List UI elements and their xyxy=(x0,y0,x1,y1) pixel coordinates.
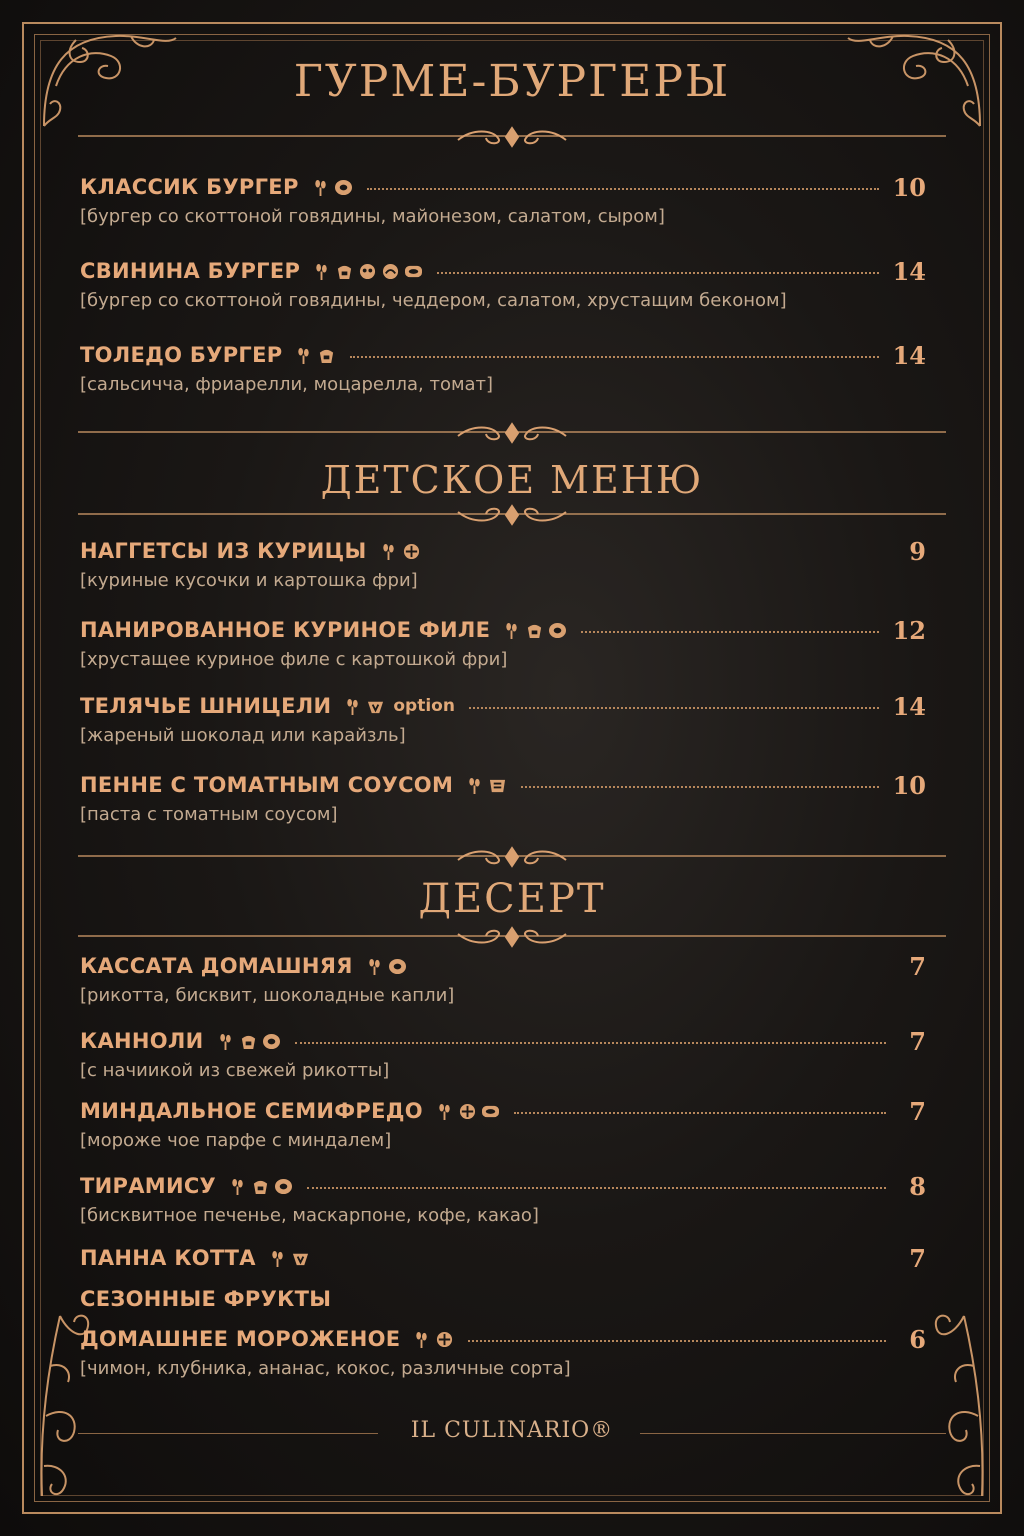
nut-icon xyxy=(435,1331,454,1348)
divider-flourish xyxy=(78,926,946,948)
milk-icon xyxy=(335,263,354,280)
item-price: 6 xyxy=(909,1324,926,1354)
menu-item xyxy=(80,615,926,670)
celery-icon xyxy=(381,263,400,280)
item-price: 14 xyxy=(892,691,926,721)
egg-icon xyxy=(548,622,567,639)
item-name: СВИНИНА БУРГЕР xyxy=(80,259,301,283)
wheat-icon xyxy=(412,1331,431,1348)
item-price: 14 xyxy=(892,256,926,286)
section-title-dessert: ДЕСЕРТ xyxy=(418,876,606,922)
milk-icon xyxy=(251,1178,270,1195)
wheat-icon xyxy=(465,777,484,794)
dotted-leader xyxy=(468,1340,886,1342)
item-price: 10 xyxy=(892,770,926,800)
menu-item xyxy=(80,1284,926,1314)
nut-icon xyxy=(458,1103,477,1120)
dotted-leader xyxy=(307,1187,886,1189)
wheat-icon xyxy=(379,543,398,560)
item-name: КАССАТА ДОМАШНЯЯ xyxy=(80,954,353,978)
milk-icon xyxy=(525,622,544,639)
wheat-icon xyxy=(502,622,521,639)
item-description: [бургер со скоттоной говядины, майонезом, салатом, сыром] xyxy=(80,206,665,227)
item-description: [чимон, клубника, ананас, кокос, различные сорта] xyxy=(80,1358,571,1379)
menu-item xyxy=(80,951,926,1006)
item-price: 8 xyxy=(909,1171,926,1201)
section-title-kids: ДЕТСКОЕ МЕНЮ xyxy=(320,458,704,502)
dotted-leader xyxy=(521,786,878,788)
divider-flourish xyxy=(78,504,946,526)
section-title-burgers: ГУРМЕ-БУРГЕРЫ xyxy=(293,56,731,107)
item-description: [хрустащее куриное филе с картошкой фри] xyxy=(80,649,508,670)
shellfish-icon xyxy=(366,698,385,715)
dotted-leader xyxy=(367,188,879,190)
divider-flourish xyxy=(78,846,946,868)
dotted-leader xyxy=(581,631,878,633)
item-price: 9 xyxy=(909,536,926,566)
milk-icon xyxy=(317,347,336,364)
menu-item xyxy=(80,536,926,591)
menu-item xyxy=(80,691,926,746)
divider-flourish xyxy=(78,126,946,148)
item-name: ДОМАШНЕЕ МОРОЖЕНОЕ xyxy=(80,1327,401,1351)
item-name: ПЕННЕ С ТОМАТНЫМ СОУСОМ xyxy=(80,773,454,797)
wheat-icon xyxy=(435,1103,454,1120)
menu-item xyxy=(80,1171,926,1226)
item-name: КЛАССИК БУРГЕР xyxy=(80,175,299,199)
dotted-leader xyxy=(469,707,879,709)
wheat-icon xyxy=(343,698,362,715)
item-description: [бисквитное печенье, маскарпоне, кофе, какао] xyxy=(80,1205,539,1226)
item-name: ТИРАМИСУ xyxy=(80,1174,217,1198)
wheat-icon xyxy=(311,179,330,196)
sesame-icon xyxy=(404,263,423,280)
item-description: [бургер со скоттоной говядины, чеддером, салатом, хрустащим беконом] xyxy=(80,290,787,311)
dotted-leader xyxy=(295,1042,886,1044)
item-description: [мороже чое парфе с миндалем] xyxy=(80,1130,392,1151)
item-name: ПАНИРОВАННОЕ КУРИНОЕ ФИЛЕ xyxy=(80,618,491,642)
menu-item xyxy=(80,1026,926,1081)
menu-item xyxy=(80,172,926,227)
item-name: НАГГЕТСЫ ИЗ КУРИЦЫ xyxy=(80,539,367,563)
wheat-icon xyxy=(365,958,384,975)
milk-icon xyxy=(239,1033,258,1050)
menu-item xyxy=(80,340,926,395)
item-description: [сальсичча, фриарелли, моцарелла, томат] xyxy=(80,374,494,395)
item-price: 7 xyxy=(909,1026,926,1056)
egg-icon xyxy=(274,1178,293,1195)
item-description: [куриные кусочки и картошка фри] xyxy=(80,570,418,591)
item-description: [рикотта, бисквит, шоколадные капли] xyxy=(80,985,455,1006)
corner-ornament-icon xyxy=(924,1296,994,1506)
nut-icon xyxy=(402,543,421,560)
egg-icon xyxy=(334,179,353,196)
menu-item xyxy=(80,770,926,825)
item-name: МИНДАЛЬНОЕ СЕМИФРЕДО xyxy=(80,1099,423,1123)
dotted-leader xyxy=(514,1112,886,1114)
wheat-icon xyxy=(268,1250,287,1267)
item-name: ТЕЛЯЧЬЕ ШНИЦЕЛИ xyxy=(80,694,332,718)
wheat-icon xyxy=(228,1178,247,1195)
sesame-icon xyxy=(481,1103,500,1120)
menu-item xyxy=(80,1243,926,1273)
shellfish-icon xyxy=(291,1250,310,1267)
item-price: 7 xyxy=(909,1096,926,1126)
item-name: КАННОЛИ xyxy=(80,1029,204,1053)
dotted-leader xyxy=(437,272,878,274)
divider-flourish xyxy=(78,422,946,444)
wheat-icon xyxy=(294,347,313,364)
item-price: 7 xyxy=(909,951,926,981)
item-price: 12 xyxy=(892,615,926,645)
item-name: СЕЗОННЫЕ ФРУКТЫ xyxy=(80,1287,332,1311)
item-name: ТОЛЕДО БУРГЕР xyxy=(80,343,283,367)
wheat-icon xyxy=(216,1033,235,1050)
egg-icon xyxy=(388,958,407,975)
option-label: option xyxy=(393,696,455,716)
mustard-icon xyxy=(358,263,377,280)
egg-icon xyxy=(262,1033,281,1050)
dotted-leader xyxy=(350,356,878,358)
menu-item xyxy=(80,256,926,311)
wheat-icon xyxy=(312,263,331,280)
item-name: ПАННА КОТТА xyxy=(80,1246,256,1270)
item-description: [с начиикой из свежей рикотты] xyxy=(80,1060,390,1081)
menu-item xyxy=(80,1096,926,1151)
item-price: 7 xyxy=(909,1243,926,1273)
item-description: [жареный шоколад или карайзль] xyxy=(80,725,406,746)
item-description: [паста с томатным соусом] xyxy=(80,804,338,825)
sauce-icon xyxy=(488,777,507,794)
brand-name: IL CULINARIO® xyxy=(410,1418,614,1443)
item-price: 14 xyxy=(892,340,926,370)
item-price: 10 xyxy=(892,172,926,202)
menu-item xyxy=(80,1324,926,1379)
